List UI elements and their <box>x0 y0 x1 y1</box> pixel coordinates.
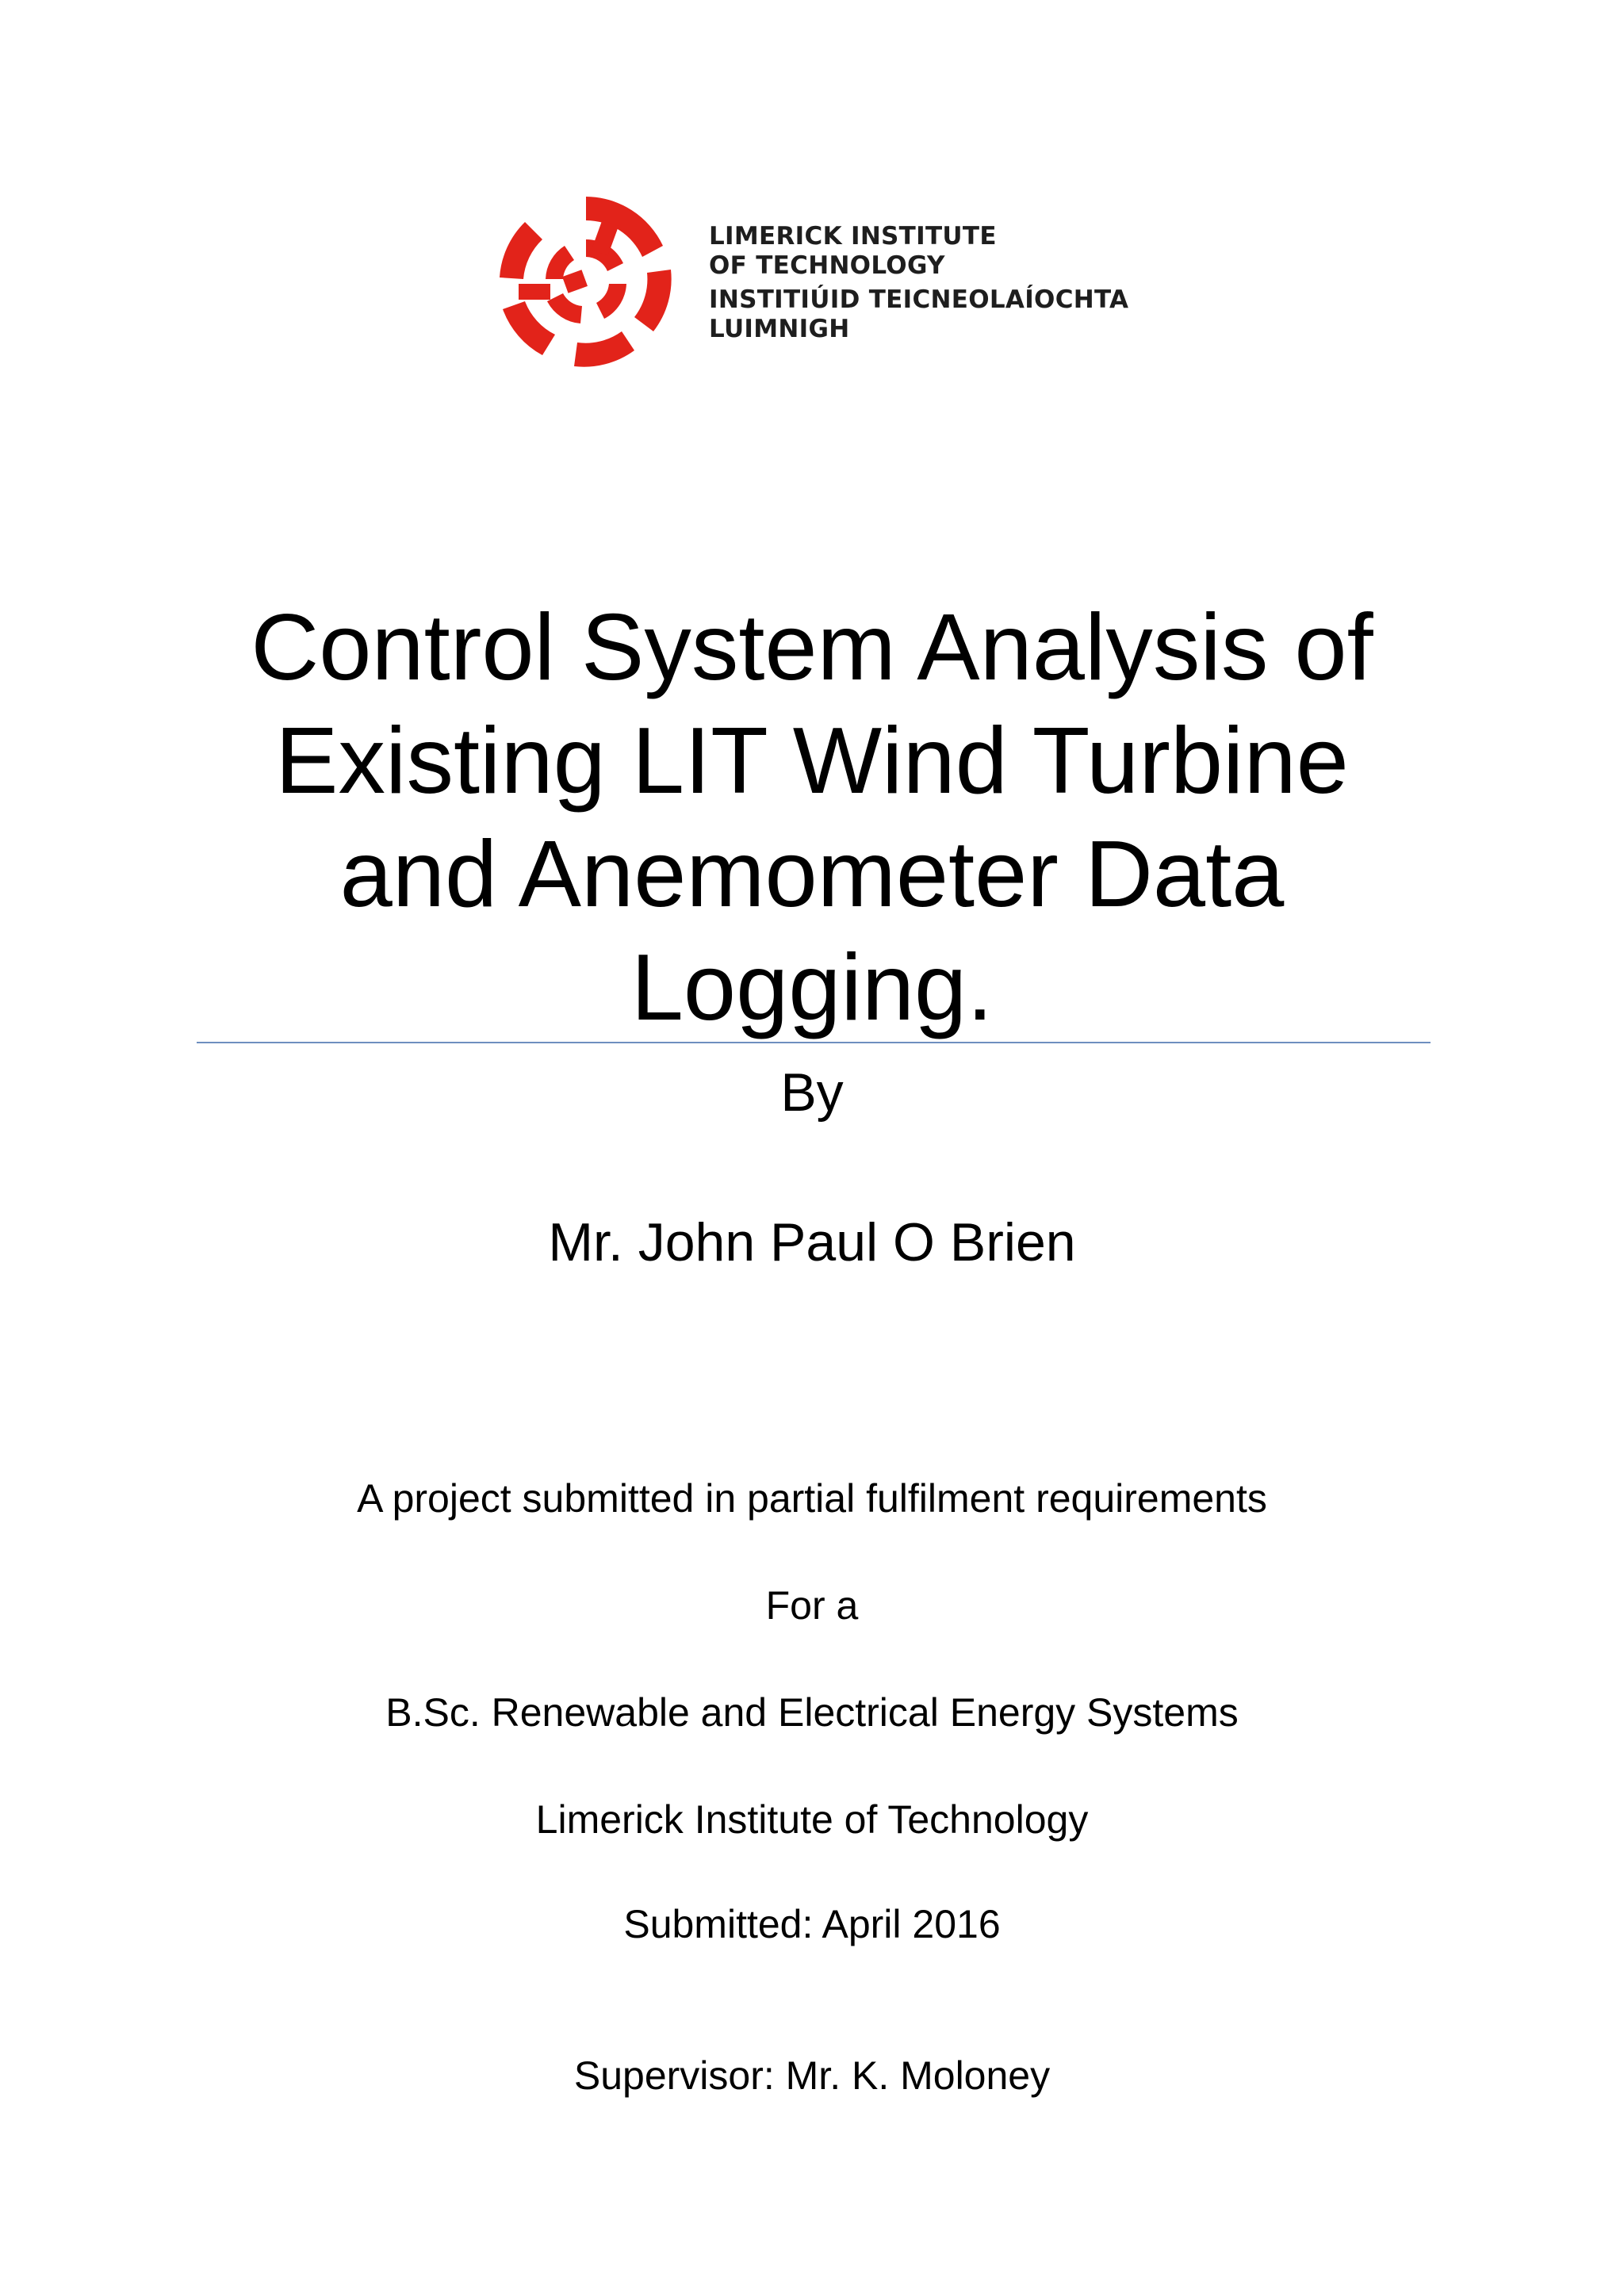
for-label: For a <box>765 1583 859 1628</box>
supervisor-name: Supervisor: Mr. K. Moloney <box>573 2053 1051 2098</box>
submission-statement: A project submitted in partial fulfilment requirements <box>357 1476 1267 1521</box>
title-line: and Anemometer Data <box>339 821 1285 927</box>
submission-date: Submitted: April 2016 <box>623 1902 1001 1946</box>
title-divider <box>197 1042 1431 1043</box>
title-line: Logging. <box>630 935 994 1040</box>
title-line: Existing LIT Wind Turbine <box>275 708 1349 813</box>
document-title <box>127 591 1497 1044</box>
logo-line: LUIMNIGH <box>709 315 850 343</box>
institution-name: Limerick Institute of Technology <box>535 1797 1089 1842</box>
author-name: Mr. John Paul O Brien <box>548 1212 1076 1272</box>
by-label: By <box>780 1062 844 1123</box>
logo-wordmark <box>709 222 1128 344</box>
logo-line: OF TECHNOLOGY <box>709 251 945 280</box>
institution-logo <box>487 190 1145 373</box>
title-line: Control System Analysis of <box>251 595 1373 700</box>
degree-name: B.Sc. Renewable and Electrical Energy Systems <box>385 1690 1239 1735</box>
logo-line: LIMERICK INSTITUTE <box>709 222 997 251</box>
logo-line: INSTITIÚID TEICNEOLAÍOCHTA <box>709 285 1129 314</box>
lit-logo-icon <box>487 190 685 373</box>
